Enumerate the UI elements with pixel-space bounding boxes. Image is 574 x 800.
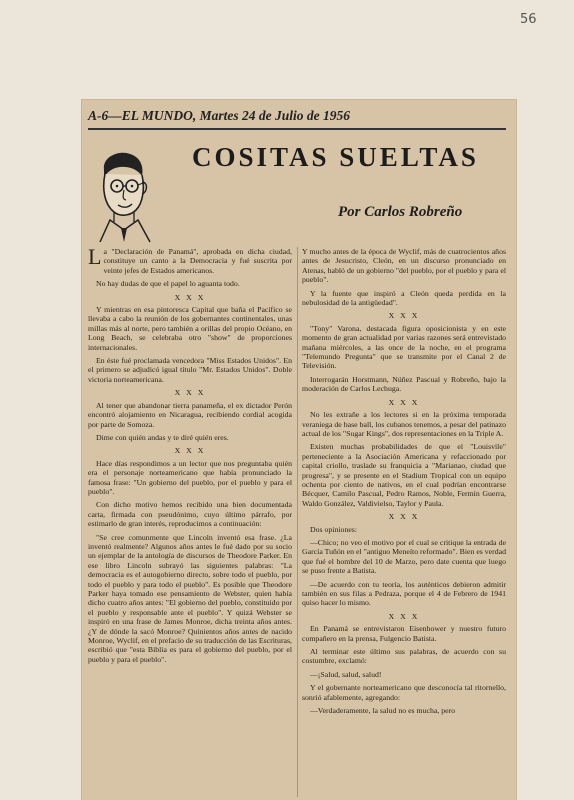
drop-cap: L (88, 244, 102, 269)
paragraph-text: Con dicho motivo hemos recibido una bien documentada carta, firmada con pseudónimo, cuyo último párrafo, por estimarlo de gran interés, reproducimos a continuación: (88, 500, 292, 529)
article-paragraph (302, 670, 506, 679)
paragraph-text: Interrogarán Horstmann, Núñez Pascual y Robreño, bajo la moderación de Carlos Lechuga. (302, 374, 506, 394)
paragraph-text: X X X (388, 397, 420, 407)
article-paragraph (88, 500, 292, 528)
paragraph-text: X X X (174, 446, 206, 456)
paragraph-text: Y mucho antes de la época de Wyclif, más de cuatrocientos años antes de Jesucristo, Cleón, en un discurso pronunciado en Atenas, habló de un gobierno "del pueblo, por el pueblo y para el pueblo". (302, 247, 506, 285)
caricature-portrait-icon (90, 148, 156, 244)
paragraph-text: —¡Salud, salud, salud! (310, 669, 382, 679)
section-separator (88, 388, 292, 397)
section-separator (88, 446, 292, 455)
paragraph-text: Hace días respondimos a un lector que nos preguntaba quién era el personaje norteamericano que había pronunciado la famosa frase: "Un gobierno del pueblo, por el pueblo y para el pueblo". (88, 458, 292, 496)
newspaper-header: A-6—EL MUNDO, Martes 24 de Julio de 1956 (88, 108, 350, 123)
paragraph-text: Al terminar este último sus palabras, de acuerdo con su costumbre, exclamó: (302, 647, 506, 666)
paragraph-text: —Chico; no veo el motivo por el cual se critique la entrada de García Tuñón en el "antiguo Meneíto reformado". Bien es verdad que fué el hombre del 10 de Marzo, pero date cuenta que luego se puso frente a Batista. (302, 537, 506, 576)
paragraph-text: X X X (174, 292, 206, 302)
article-paragraph (302, 706, 506, 715)
section-separator (302, 398, 506, 407)
section-separator (88, 293, 292, 302)
article-paragraph (88, 279, 292, 288)
paragraph-text: Dime con quién andas y te diré quién eres. (96, 432, 229, 442)
page-number: 56 (520, 12, 537, 27)
article-paragraph (302, 580, 506, 608)
paragraph-text: "Se cree comunmente que Lincoln inventó esa frase. ¿La inventó realmente? Algunos años antes le fué dado por su socio un ejemplar de la antología de discursos de Theodore Parker. En ese libro Lincoln subrayó las siguientes palabras: "La democracia es el autogobierno directo, sobre todo el pueblo, por todo el pueblo y para todo el pueblo". Es posible que Theodore Parker haya tomado ese pensamiento de Webster, quien había dicho cuatro años antes: "El gobierno del pueblo, constituido por el pueblo y responsable ante el pueblo". Y quizá Webster se inspiró en una frase de James Monroe, dicha treinta años antes. ¿Y de dónde la sacó Monroe? Quinientos años antes de nacido Monroe, Wyclif, en el prefacio de su traducción de las Escrituras, escribió que "esta Biblia es para el gobierno del pueblo, por el pueblo y para el pueblo". (88, 532, 292, 664)
paragraph-text: X X X (388, 512, 420, 522)
article-paragraph (88, 533, 292, 665)
paragraph-text: a "Declaración de Panamá", aprobada en dicha ciudad, constituye un canto a la Democracia y fué suscrita por veinte jefes de Estados americanos. (103, 247, 292, 275)
article-paragraph (302, 647, 506, 666)
paragraph-text: —Verdaderamente, la salud no es mucha, pero (310, 706, 456, 716)
article-byline: Por Carlos Robreño (338, 204, 463, 220)
article-column-left (88, 244, 292, 668)
article-paragraph (302, 410, 506, 438)
paragraph-text: X X X (174, 388, 206, 398)
article-paragraph (302, 624, 506, 643)
newspaper-clipping (82, 100, 516, 800)
article-paragraph (88, 244, 292, 275)
article-paragraph (88, 305, 292, 352)
article-paragraph (88, 401, 292, 429)
paragraph-text: En éste fué proclamada vencedora "Miss Estados Unidos". En el primero se adjudicó igual título "Mr. Estados Unidos". Doble victoria norteamericana. (88, 356, 292, 384)
section-separator (302, 311, 506, 320)
article-paragraph (302, 324, 506, 371)
section-separator (302, 512, 506, 521)
header-rule (88, 128, 506, 130)
paragraph-text: Dos opiniones: (310, 524, 357, 534)
article-paragraph (88, 356, 292, 384)
article-paragraph (88, 459, 292, 497)
paragraph-text: —De acuerdo con tu teoría, los auténticos debieron admitir también en sus filas a Pedraza, porque el 4 de Febrero de 1941 quiso hacer lo mismo. (302, 579, 506, 608)
paragraph-text: No les extrañe a los lectores si en la próxima temporada veraniega de base ball, los cubanos tenemos, a pesar del patinazo actual de los "Sugar Kings", dos representaciones en la Triple A. (302, 410, 506, 438)
section-separator (302, 612, 506, 621)
paragraph-text: X X X (388, 611, 420, 621)
paragraph-text: Al tener que abandonar tierra panameña, el ex dictador Perón encontró alojamiento en Nicaragua, recibiendo cordial acogida por parte de Somoza. (88, 400, 292, 429)
article-paragraph (302, 289, 506, 308)
article-paragraph (302, 525, 506, 534)
paragraph-text: Y el gobernante norteamericano que desconocía tal ritornello, sonrió afablemente, agregando: (302, 683, 506, 702)
article-column-right (302, 247, 506, 719)
paragraph-text: Y la fuente que inspiró a Cleón queda perdida en la nebulosidad de la antigüedad". (302, 288, 506, 308)
paragraph-text: "Tony" Varona, destacada figura oposicionista y en este momento de gran actualidad por varias razones será entrevistado mañana miércoles, a las once de la noche, en el programa "Telemundo Pregunta" que se transmite por el Canal 2 de Televisión. (302, 323, 506, 371)
paragraph-text: En Panamá se entrevistaron Eisenhower y nuestro futuro compañero en la prensa, Fulgencio Batista. (302, 624, 506, 643)
article-paragraph (302, 683, 506, 702)
article-paragraph (302, 538, 506, 576)
paragraph-text: X X X (388, 311, 420, 321)
article-paragraph (88, 433, 292, 442)
column-divider (297, 247, 298, 797)
article-title: COSITAS SUELTAS (192, 142, 479, 172)
article-paragraph (302, 442, 506, 508)
article-paragraph (302, 375, 506, 394)
article-paragraph (302, 247, 506, 285)
paragraph-text: Existen muchas probabilidades de que el "Louisvile" perteneciente a la Asociación Americana y refaccionado por capital criollo, traslade su franquicia a "Marianao, ciudad que progresa", y se presente en el Stadium Tropical con un equipo ochenta por ciento de nativos, en el cual podrían encontrarse Bécquer, Camilo Pascual, Pedro Ramos, Noble, Fermín Guerra, Waldo González, Valdivielso, Taylor y Paula. (302, 442, 506, 508)
paragraph-text: Y mientras en esa pintoresca Capital que baña el Pacífico se llevaba a cabo la reunión de los gobernantes continentales, unas millas más al norte, pero también a orillas del propio Océano, en Long Beach, se celebraba otro "show" de proporciones internacionales. (88, 305, 292, 352)
paragraph-text: No hay dudas de que el papel lo aguanta todo. (96, 279, 240, 289)
